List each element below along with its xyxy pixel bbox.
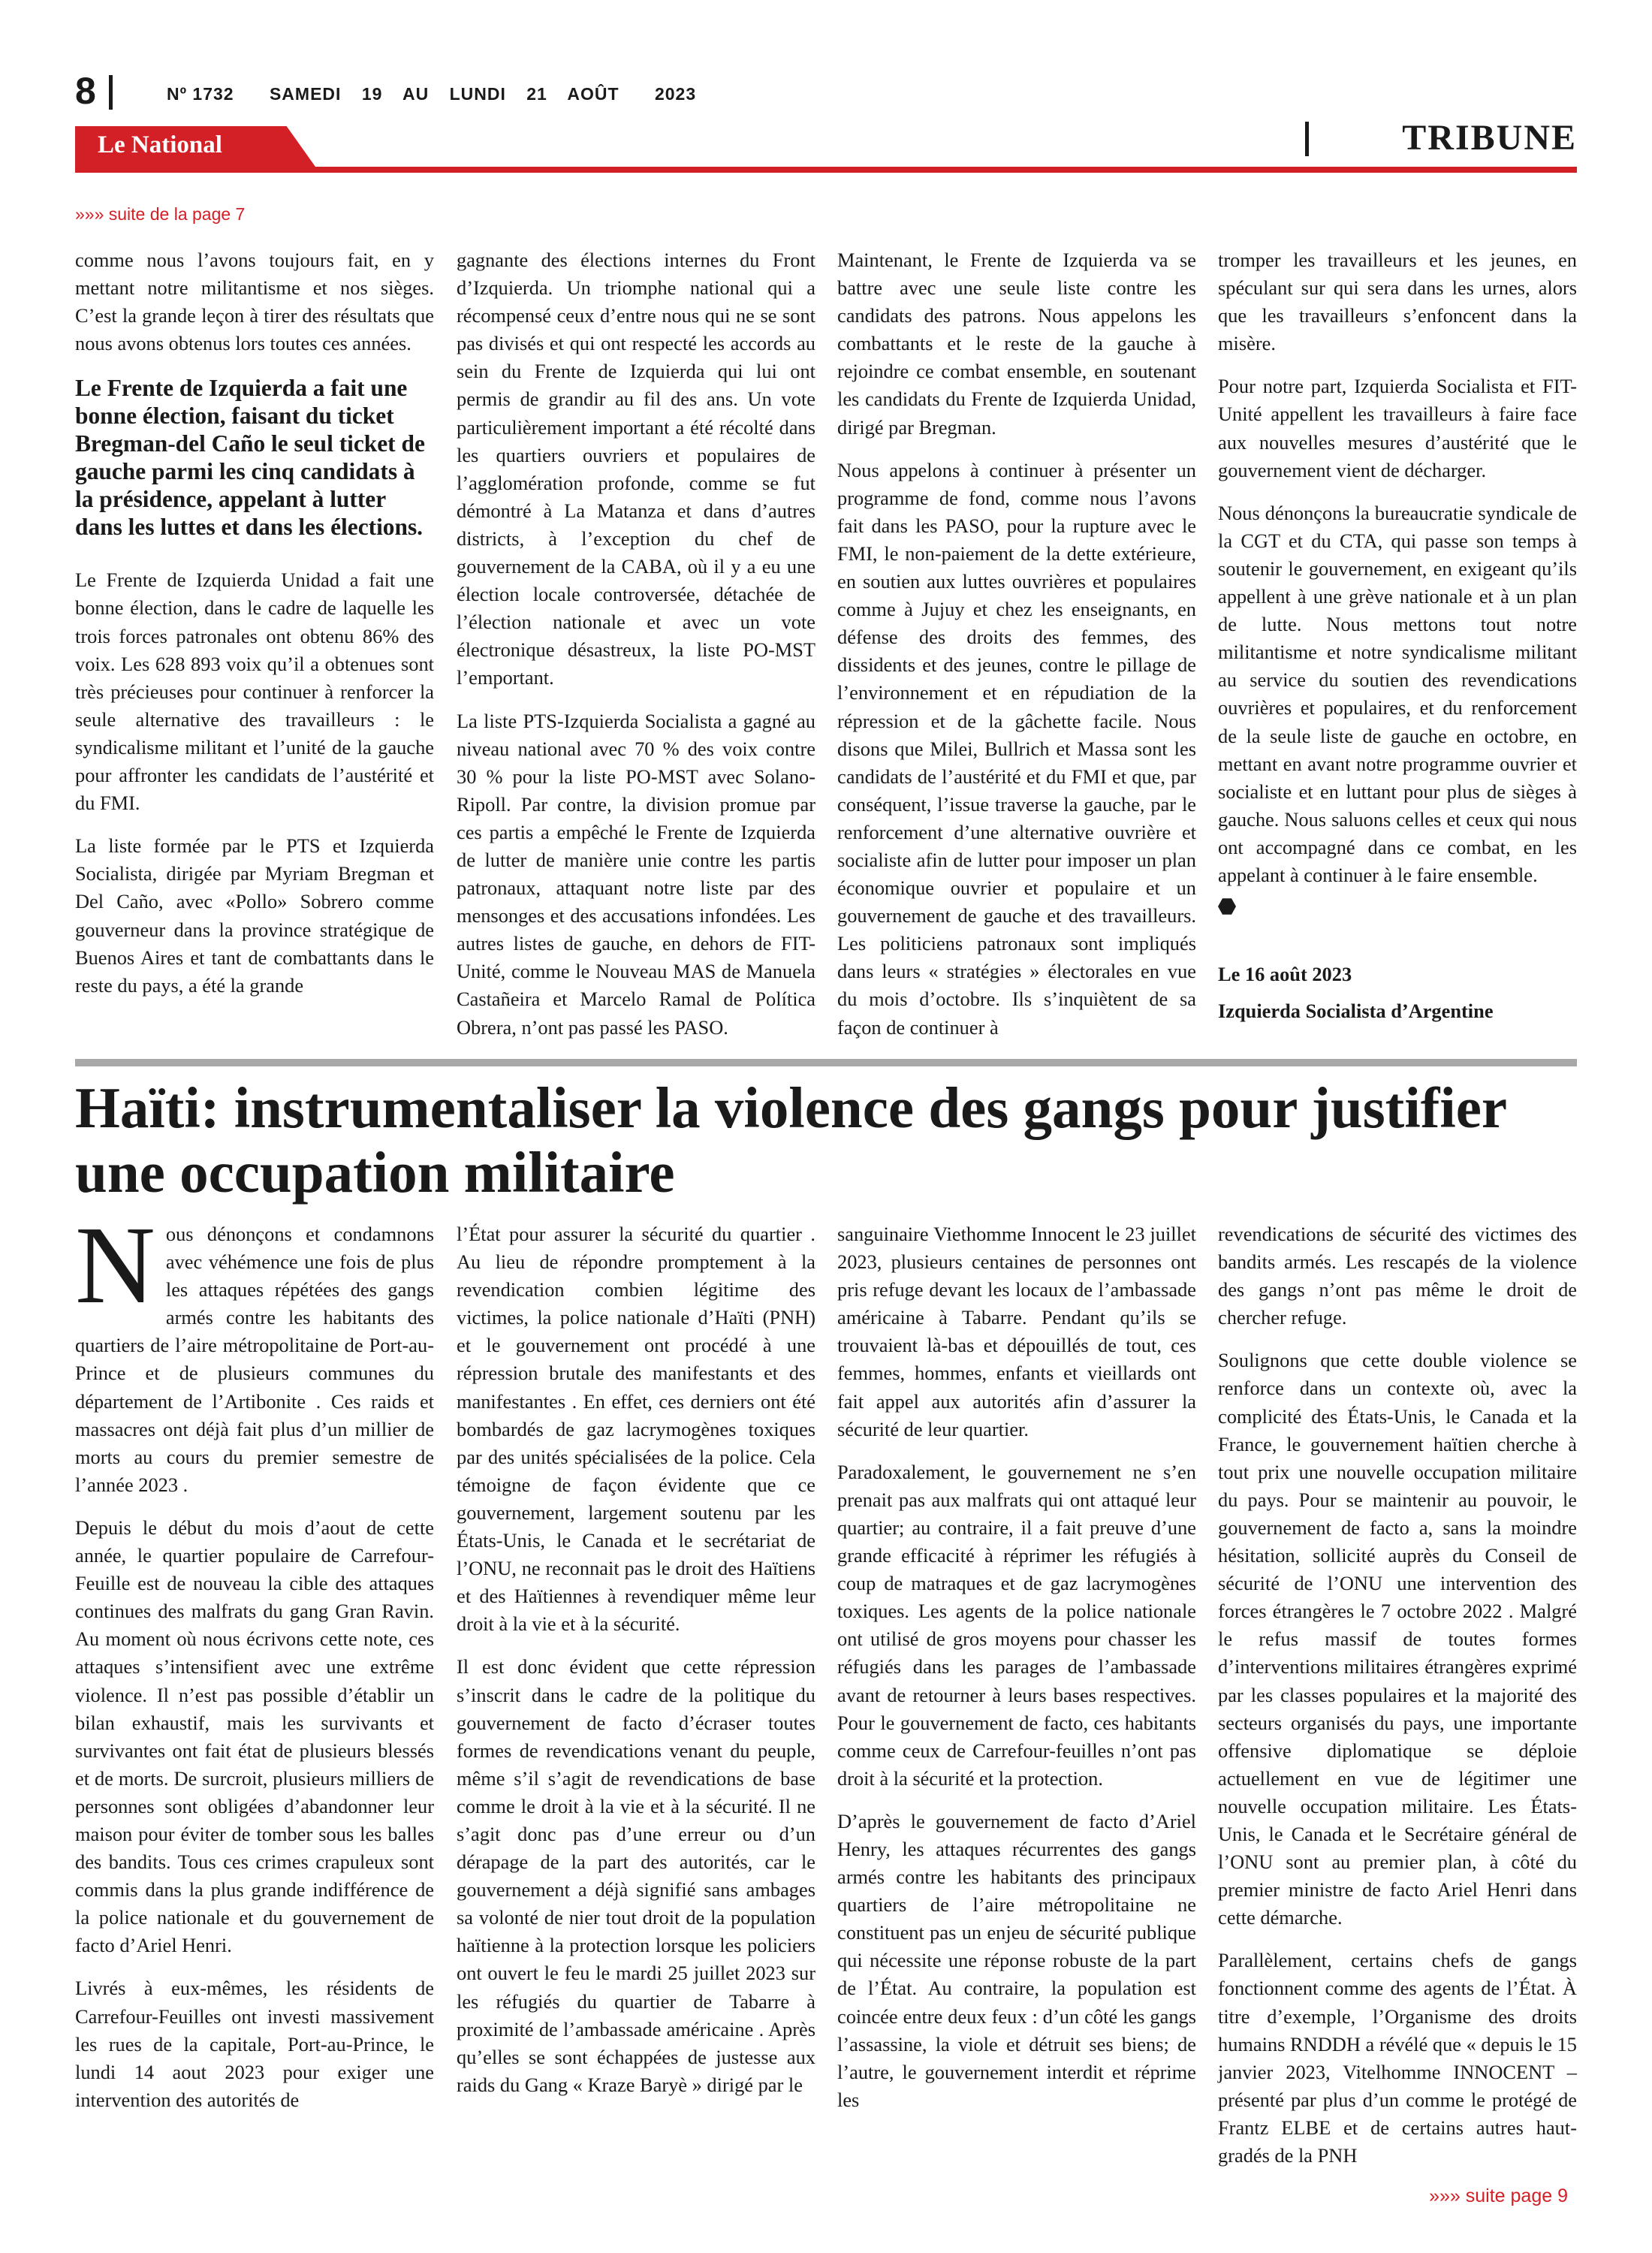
signature-date: Le 16 août 2023 <box>1218 963 1352 986</box>
main-article-column-3 <box>837 1220 1196 2129</box>
date-month: AOÛT <box>567 84 620 104</box>
top-article-column-4 <box>1218 246 1577 1040</box>
paragraph: La liste PTS-Izquierda Socialista a gagné au niveau national avec 70 % des voix contre 30 % pour la liste PO-MST avec Solano-Ripoll. Par contre, la division promue par ces partis a empêché le Frente de Izquierda de lutter de manière unie contre les partis patronaux, attaquant notre liste par des mensonges et des accusations infondées. Les autres listes de gauche, en dehors de FIT-Unité, comme le Nouveau MAS de Manuela Castañeira et Marcelo Ramal de Política Obrera, n’ont pas passé les PASO. <box>457 709 815 1039</box>
paragraph: comme nous l’avons toujours fait, en y mettant notre militantisme et nos sièges. C’est la grande leçon à tirer des résultats que nous avons obtenus lors toutes ces années. <box>75 249 434 355</box>
section-divider <box>1305 122 1309 156</box>
main-article-column-2 <box>457 1220 815 2114</box>
paragraph: Livrés à eux-mêmes, les résidents de Carrefour-Feuilles ont investi massivement les rues de la capitale, Port-au-Prince, le lundi 14 aout 2023 pour exiger une intervention des autorités de <box>75 1977 434 2111</box>
date-year: 2023 <box>654 84 697 104</box>
paragraph: sanguinaire Viethomme Innocent le 23 juillet 2023, plusieurs centaines de personnes ont pris refuge devant les locaux de l’ambassade américaine à Tabarre. Pendant qu’ils se trouvaient là-bas et dépouillés de tout, ces femmes, hommes, enfants et vieillards ont fait appel aux autorités afin d’assurer la sécurité de leur quartier. <box>837 1223 1196 1440</box>
signature-organization: Izquierda Socialista d’Argentine <box>1218 1000 1494 1023</box>
page-number: 8 <box>75 70 96 112</box>
end-mark-icon <box>1218 891 1577 918</box>
paragraph: Paradoxalement, le gouvernement ne s’en prenait pas aux malfrats qui ont attaqué leur quartier; au contraire, il a fait preuve d’une grande efficacité à réprimer les réfugiés à coup de matraques et de gaz lacrymogènes toxiques. Les agents de la police nationale ont utilisé de gros moyens pour chasser les réfugiés dans les parages de l’ambassade avant de retourner à leurs bases respectives. Pour le gouvernement de facto, ces habitants comme ceux de Carrefour-feuilles n’ont pas droit à la sécurité et la protection. <box>837 1460 1196 1790</box>
paragraph: Le Frente de Izquierda Unidad a fait une bonne élection, dans le cadre de laquelle les trois forces patronales ont obtenu 86% des voix. Les 628 893 voix qu’il a obtenues sont très précieuses pour continuer à renforcer la seule alternative des travailleurs : le syndicalisme militant et l’unité de la gauche pour affronter les candidats de l’austérité et du FMI. <box>75 569 434 815</box>
top-article-column-2 <box>457 246 815 1057</box>
issue-number: Nº 1732 <box>167 84 234 104</box>
date-num-end: 21 <box>526 84 547 104</box>
paragraph: La liste formée par le PTS et Izquierda Socialista, dirigée par Myriam Bregman et Del Caño, avec «Pollo» Sobrero comme gouverneur dans la province stratégique de Buenos Aires et tant de combattants dans le reste du pays, a été la grande <box>75 834 434 997</box>
paragraph: Maintenant, le Frente de Izquierda va se battre avec une seule liste contre les candidats des patrons. Nous appelons les combattants et le reste de la gauche à rejoindre ce combat ensemble, en soutenant les candidats du Frente de Izquierda Unidad, dirigé par Bregman. <box>837 249 1196 439</box>
paragraph: revendications de sécurité des victimes des bandits armés. Les rescapés de la violence des gangs n’ont pas même le droit de chercher refuge. <box>1218 1223 1577 1329</box>
article-divider <box>75 1059 1577 1066</box>
date-num-start: 19 <box>361 84 383 104</box>
continued-from-link[interactable]: »»» suite de la page 7 <box>75 204 246 224</box>
subheading: Le Frente de Izquierda a fait une bonne élection, faisant du ticket Bregman-del Caño le seul ticket de gauche parmi les cinq candidats à la présidence, appelant à lutter dans les luttes et dans les élections. <box>75 375 425 541</box>
date-au: AU <box>402 84 430 104</box>
issue-date-line <box>167 84 726 104</box>
brand-logo: Le National <box>98 131 222 158</box>
paragraph: Pour notre part, Izquierda Socialista et FIT-Unité appellent les travailleurs à faire face aux nouvelles mesures d’austérité que le gouvernement vient de décharger. <box>1218 375 1577 481</box>
main-article-column-4 <box>1218 1220 1577 2185</box>
top-article-column-3 <box>837 246 1196 1057</box>
paragraph: D’après le gouvernement de facto d’Ariel Henry, les attaques récurrentes des gangs armés contre les habitants des principaux quartiers de l’aire métropolitaine ne constituent pas un enjeu de sécurité publique qui nécessite une réponse robuste de la part de l’État. Au contraire, la population est coincée entre deux feux : d’un côté les gangs l’assassine, la viole et détruit ses biens; de l’autre, le gouvernement interdit et réprime les <box>837 1809 1196 2111</box>
paragraph: Nous dénonçons la bureaucratie syndicale de la CGT et du CTA, qui passe son temps à soutenir le gouvernement, en exigeant qu’ils appellent à une grève nationale et à un plan de lutte. Nous mettons tout notre militantisme et notre syndicalisme militant au service du soutien des revendications ouvrières et populaires, et du renforcement de la seule liste de gauche en octobre, en mettant en avant notre programme ouvrier et socialiste et en luttant pour plus de sièges à gauche. Nous saluons celles et ceux qui nous ont accompagné dans ce combat, en les appelant à continuer à le faire ensemble. <box>1218 501 1577 886</box>
paragraph: tromper les travailleurs et les jeunes, en spéculant sur qui sera dans les urnes, alors que les travailleurs s’enfoncent dans la misère. <box>1218 249 1577 355</box>
article-headline: Haïti: instrumentaliser la violence des gangs pour justifier une occupation militaire <box>75 1075 1506 1205</box>
section-title: TRIBUNE <box>1402 118 1577 158</box>
paragraph: Nous appelons à continuer à présenter un programme de fond, comme nous l’avons fait dans les PASO, pour la rupture avec le FMI, le non-paiement de la dette extérieure, en soutien aux luttes ouvrières et populaires comme à Jujuy et chez les enseignants, en défense des droits des femmes, des dissidents et des jeunes, contre le pillage de l’environnement et en répudiation de la répression et de la gâchette facile. Nous disons que Milei, Bullrich et Massa sont les candidats de l’austérité et du FMI et que, par conséquent, l’issue traverse la gauche, par le renforcement d’une alternative ouvrière et socialiste afin de lutter pour imposer un plan économique ouvrier et populaire et un gouvernement de gauche et des travailleurs. Les politiciens patronaux sont impliqués dans leurs « stratégies » électorales en vue du mois d’octobre. Ils s’inquiètent de sa façon de continuer à <box>837 458 1196 1039</box>
date-day-end: LUNDI <box>449 84 506 104</box>
paragraph: Depuis le début du mois d’aout de cette année, le quartier populaire de Carrefour-Feuille est de nouveau la cible des attaques continues des malfrats du gang Gran Ravin. Au moment où nous écrivons cette note, ces attaques s’intensifient avec une extrême violence. Il n’est pas possible d’établir un bilan exhaustif, mais les survivants et survivantes ont fait état de plusieurs blessés et de morts. De surcroit, plusieurs milliers de personnes sont obligées d’abandonner leur maison pour éviter de tomber sous les balles des bandits. Tous ces crimes crapuleux sont commis dans la plus grande indifférence de la police nationale et du gouvernement de facto d’Ariel Henri. <box>75 1516 434 1957</box>
paragraph-text: ous dénonçons et condamnons avec véhémence une fois de plus les attaques répétées des gangs armés contre les habitants des quartiers de l’aire métropolitaine de Port-au-Prince et de plusieurs communes du département de l’Artibonite . Ces raids et massacres ont déjà fait plus d’un millier de morts au cours du premier semestre de l’année 2023 . <box>75 1223 434 1496</box>
date-day-start: SAMEDI <box>269 84 342 104</box>
paragraph <box>75 1204 434 1499</box>
continued-to-link[interactable]: »»» suite page 9 <box>1429 2185 1568 2206</box>
paragraph: Soulignons que cette double violence se renforce dans un contexte où, avec la complicité des États-Unis, le Canada et la France, le gouvernement haïtien cherche à tout prix une nouvelle occupation militaire du pays. Pour se maintenir au pouvoir, le gouvernement de facto a, sans la moindre hésitation, sollicité auprès du Conseil de sécurité de l’ONU une intervention des forces étrangères le 7 octobre 2022 . Malgré le refus massif de toutes formes d’interventions militaires étrangères exprimé par les classes populaires et la majorité des secteurs organisés du pays, une importante offensive diplomatique se déploie actuellement en vue de légitimer une nouvelle occupation militaire. Les États-Unis, le Canada et le Secrétaire général de l’ONU sont au premier plan, à côté du premier ministre de facto Ariel Henri dans cette démarche. <box>1218 1349 1577 1929</box>
page-number-divider <box>109 75 113 110</box>
paragraph: l’État pour assurer la sécurité du quartier . Au lieu de répondre promptement à la revendication combien légitime des victimes, la police nationale d’Haïti (PNH) et le gouvernement ont procédé à une répression brutale des manifestants et des manifestantes . En effet, ces derniers ont été bombardés de gaz lacrymogènes toxiques par des unités spécialisées de la police. Cela témoigne de façon évidente que ce gouvernement, largement soutenu par les États-Unis, le Canada et le secrétariat de l’ONU, ne reconnait pas le droit des Haïtiens et des Haïtiennes à revendiquer même leur droit à la vie et à la sécurité. <box>457 1223 815 1636</box>
header-red-rule <box>75 167 1577 173</box>
main-article-column-1 <box>75 1204 434 2129</box>
drop-cap: N <box>75 1204 155 1327</box>
paragraph: gagnante des élections internes du Front d’Izquierda. Un triomphe national qui a récompensé ceux d’entre nous qui ne se sont pas divisés et qui ont respecté les accords au sein du Frente de Izquierda qui lui ont permis de grandir au fil des ans. Un vote particulièrement important a été récolté dans les quartiers ouvriers et populaires de l’agglomération profonde, comme se fut démontré à La Matanza et dans d’autres districts, à l’exception du chef de gouvernement de la CABA, où il y a eu une élection locale controversée, détachée de l’élection nationale et avec un vote électronique désastreux, la liste PO-MST l’emportant. <box>457 249 815 689</box>
top-article-column-1 <box>75 246 434 1015</box>
paragraph: Parallèlement, certains chefs de gangs fonctionnent comme des agents de l’État. À titre d’exemple, l’Organisme des droits humains RNDDH a révélé que « depuis le 15 janvier 2023, Vitelhomme INNOCENT – présenté par plus d’un comme le protégé de Frantz ELBE et de certains autres haut-gradés de la PNH <box>1218 1949 1577 2167</box>
paragraph: Il est donc évident que cette répression s’inscrit dans le cadre de la politique du gouvernement de facto d’écraser toutes formes de revendications venant du peuple, même s’il s’agit de revendications de base comme le droit à la vie et à la sécurité. Il ne s’agit donc pas d’une erreur ou d’un dérapage de la part des autorités, car le gouvernement a déjà signifié sans ambages sa volonté de nier tout droit de la population haïtienne à la protection lorsque les policiers ont ouvert le feu le mardi 25 juillet 2023 sur les réfugiés du quartier de Tabarre à proximité de l’ambassade américaine . Après qu’elles se sont échappées de justesse aux raids du Gang « Kraze Baryè » dirigé par le <box>457 1655 815 2096</box>
